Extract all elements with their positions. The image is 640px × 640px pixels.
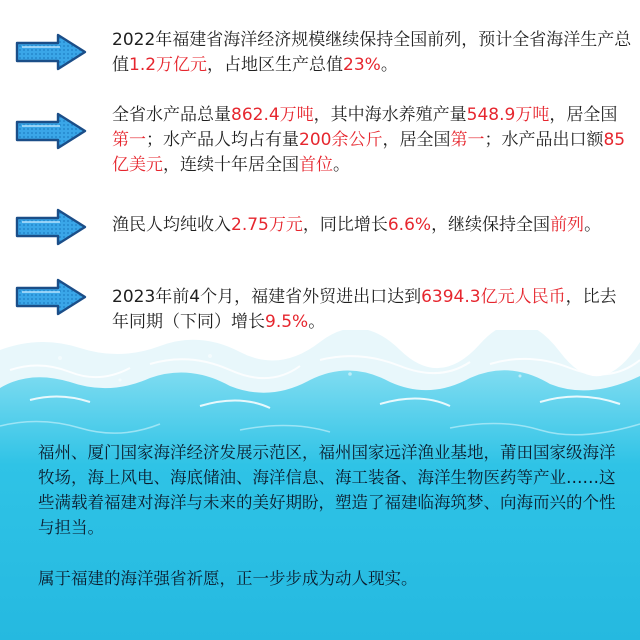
highlight-figure: 6394.3亿元人民币 [421, 287, 566, 307]
text-segment: ，比去年同期（下同）增长 [112, 287, 617, 332]
highlight-figure: 第一 [450, 130, 485, 150]
arrow-right-icon [14, 277, 88, 317]
highlight-figure: 2.75万元 [231, 215, 303, 235]
arrow-right-icon [14, 111, 88, 151]
highlight-figure: 200余公斤 [299, 130, 383, 150]
highlight-figure: 前列 [550, 215, 585, 235]
text-segment: ，同比增长 [302, 215, 388, 235]
text-segment: 。 [333, 155, 350, 175]
highlight-figure: 548.9万吨 [466, 105, 550, 125]
fact-text-1 [112, 28, 632, 78]
bottom-paragraph-1: 福州、厦门国家海洋经济发展示范区，福州国家远洋渔业基地，莆田国家级海洋牧场，海上风电、海底储油、海洋信息、海工装备、海洋生物医药等产业……这些满载着福建对海洋与未来的美好期盼，塑造了福建临海筑梦、向海而兴的个性与担当。 [38, 443, 616, 537]
highlight-figure: 6.6% [387, 215, 432, 235]
highlight-figure: 9.5% [265, 312, 309, 332]
highlight-figure: 85亿美元 [112, 130, 626, 175]
text-segment: ，居全国 [382, 130, 451, 150]
fact-text-3 [112, 213, 632, 238]
text-segment: ，其中海水养殖产量 [313, 105, 467, 125]
bottom-paragraph-2: 属于福建的海洋强省祈愿，正一步步成为动人现实。 [38, 569, 418, 588]
text-segment: ，占地区生产总值 [207, 55, 344, 75]
highlight-figure: 862.4万吨 [231, 105, 314, 125]
text-segment: 全省水产品总量 [112, 105, 231, 125]
highlight-figure: 首位 [299, 155, 333, 175]
text-segment: 。 [380, 55, 398, 75]
highlight-figure: 1.2万亿元 [129, 55, 208, 75]
text-segment: 2023年前4个月，福建省外贸进出口达到 [112, 287, 422, 307]
text-segment: ，继续保持全国 [431, 215, 551, 235]
text-segment: 。 [584, 215, 602, 235]
highlight-figure: 第一 [112, 130, 146, 150]
text-segment: ；水产品人均占有量 [146, 130, 299, 150]
arrow-right-icon [14, 32, 88, 72]
text-segment: ，居全国 [549, 105, 618, 125]
text-segment: ，连续十年居全国 [163, 155, 299, 175]
text-segment: 。 [308, 312, 326, 332]
fact-text-4 [112, 285, 632, 335]
highlight-figure: 23% [343, 55, 381, 75]
arrow-right-icon [14, 207, 88, 247]
text-segment: 渔民人均纯收入 [112, 215, 231, 235]
text-segment: 2022年福建省海洋经济规模继续保持全国前列，预计全省海洋生产总值 [112, 30, 632, 75]
text-segment: ；水产品出口额 [484, 130, 604, 150]
fact-text-2 [112, 103, 632, 178]
